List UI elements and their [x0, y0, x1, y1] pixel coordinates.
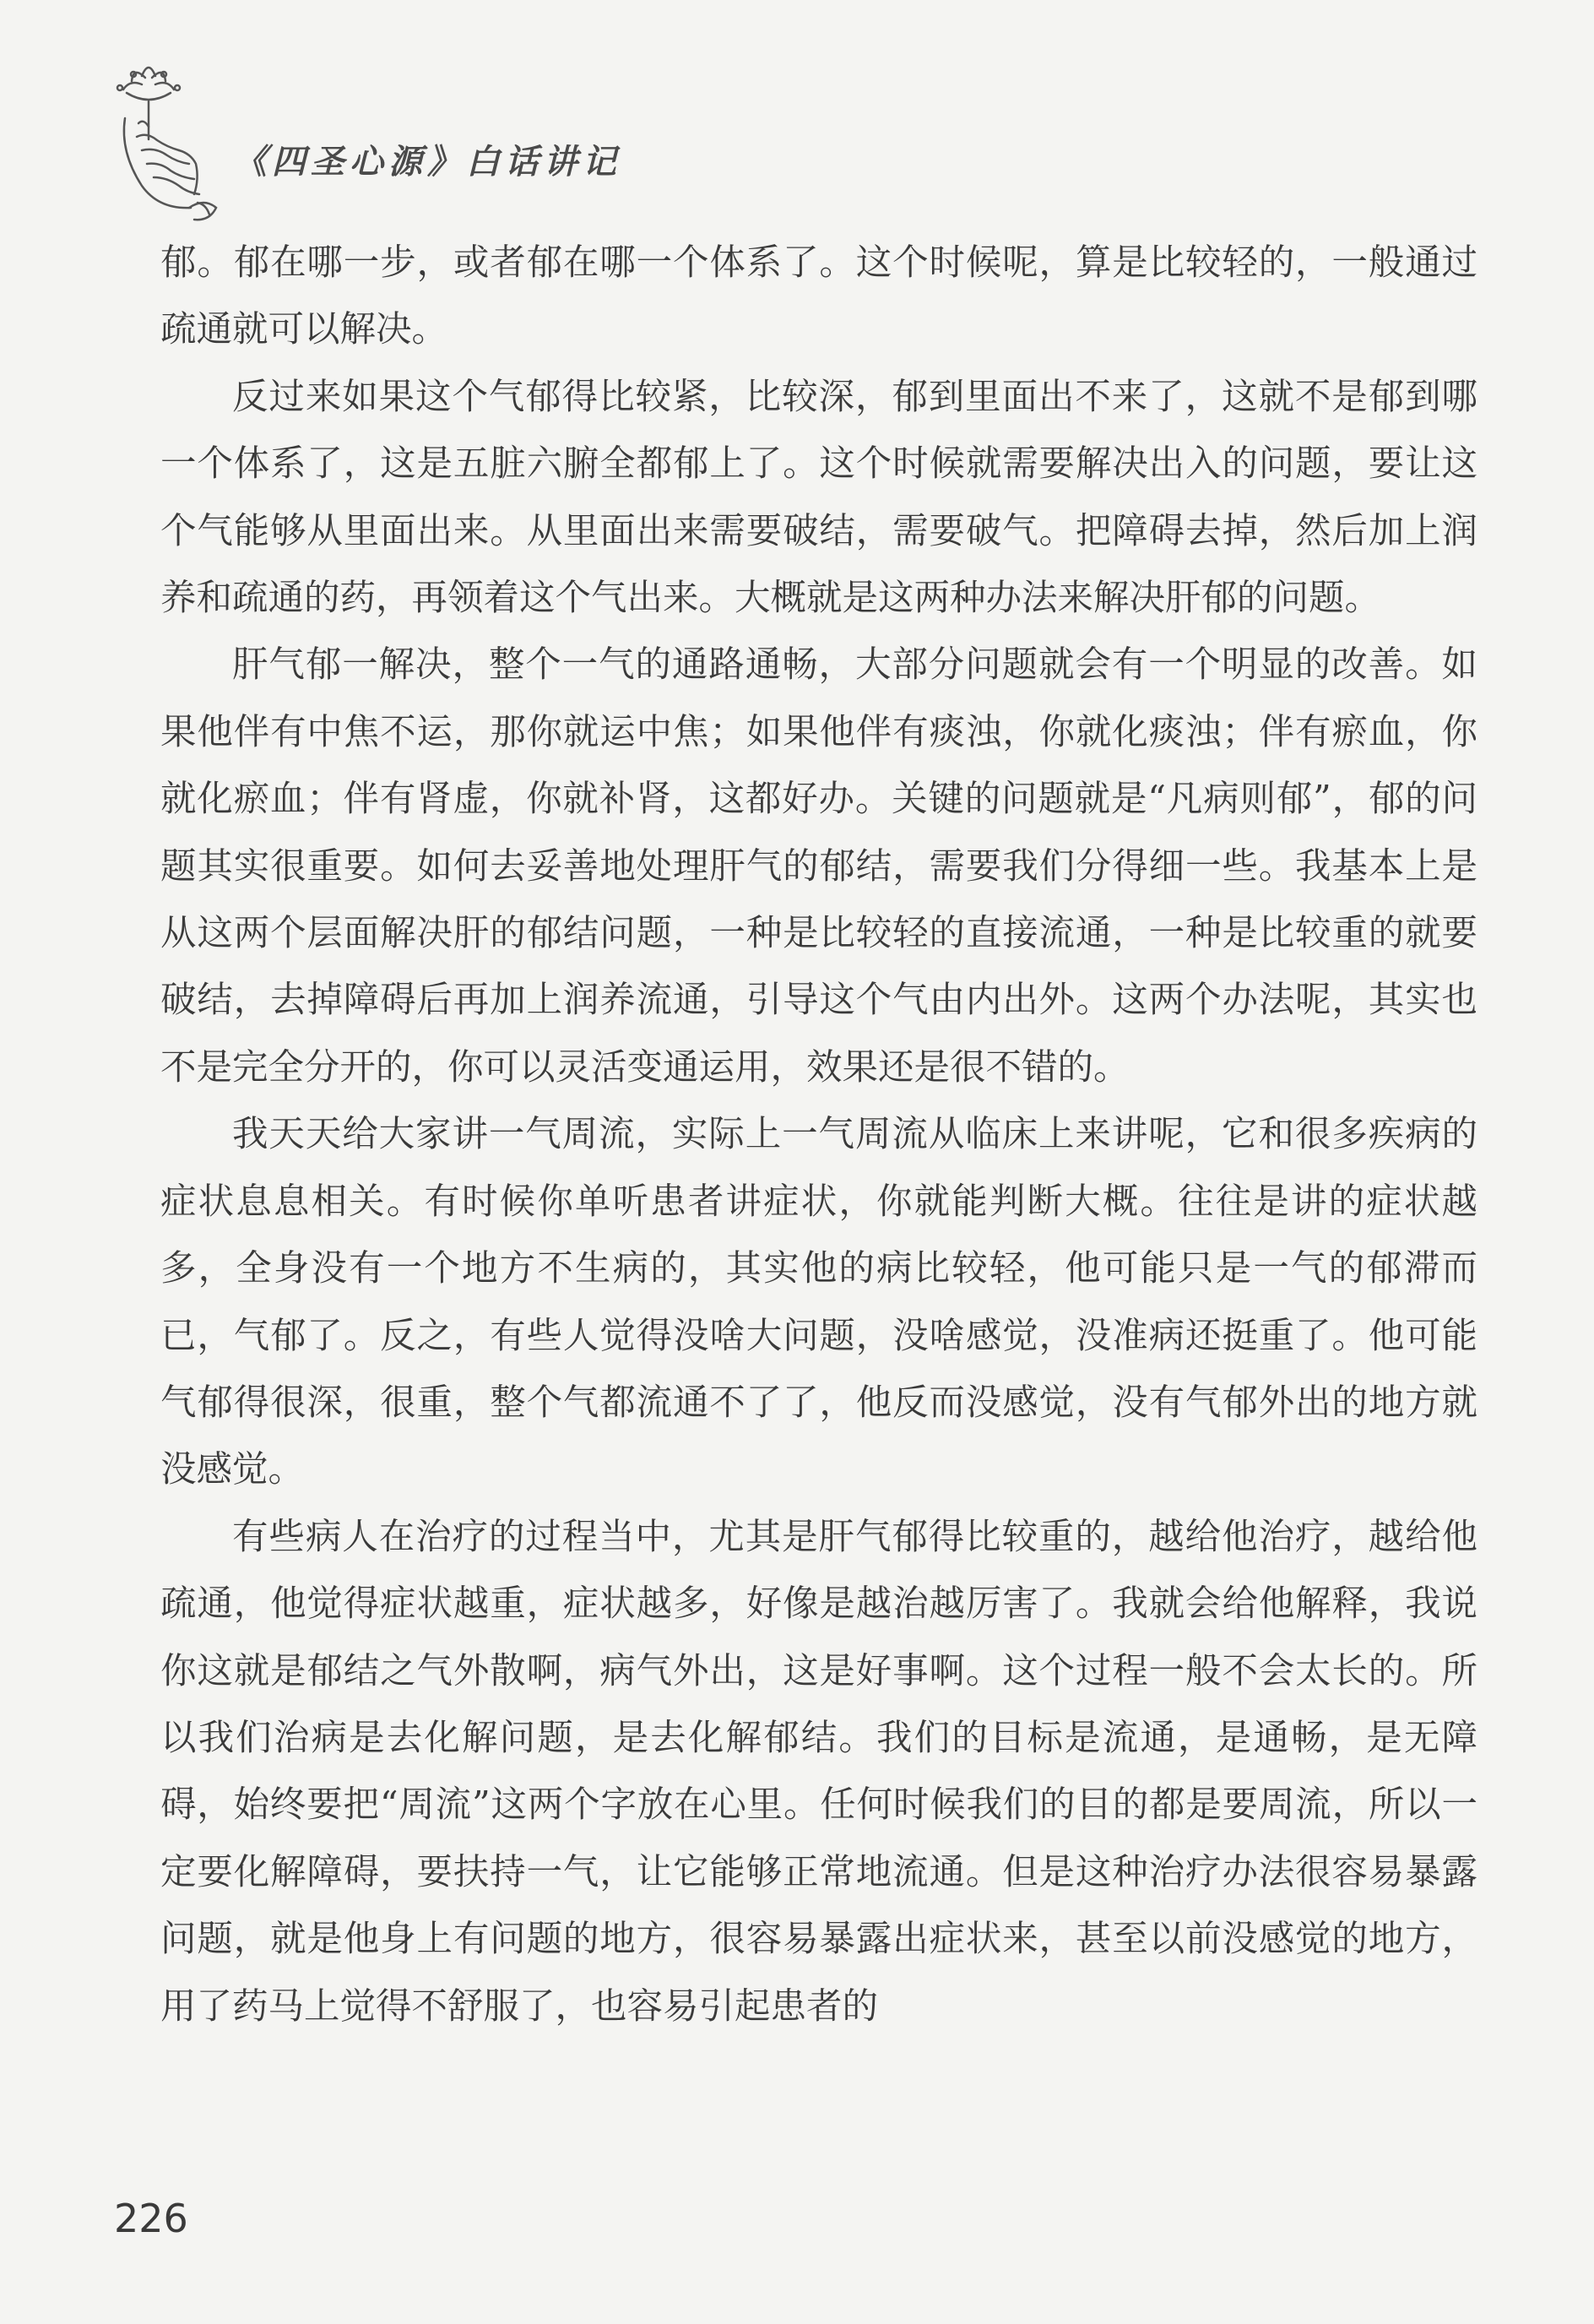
paragraph: 反过来如果这个气郁得比较紧，比较深，郁到里面出不来了，这就不是郁到哪一个体系了，这是五脏六腑全都郁上了。这个时候就需要解决出入的问题，要让这个气能够从里面出来。从里面出来需要破结，需要破气。把障碍去掉，然后加上润养和疏通的药，再领着这个气出来。大概就是这两种办法来解决肝郁的问题。: [160, 376, 1477, 620]
lotus-hand-icon: [108, 59, 243, 228]
paragraph: 有些病人在治疗的过程当中，尤其是肝气郁得比较重的，越给他治疗，越给他疏通，他觉得症状越重，症状越多，好像是越治越厉害了。我就会给他解释，我说你这就是郁结之气外散啊，病气外出，这是好事啊。这个过程一般不会太长的。所以我们治病是去化解问题，是去化解郁结。我们的目标是流通，是通畅，是无障碍，始终要把“周流”这两个字放在心里。任何时候我们的目的都是要周流，所以一定要化解障碍，要扶持一气，让它能够正常地流通。但是这种治疗办法很容易暴露问题，就是他身上有问题的地方，很容易暴露出症状来，甚至以前没感觉的地方，用了药马上觉得不舒服了，也容易引起患者的: [160, 1516, 1477, 2028]
book-title: 《四圣心源》白话讲记: [233, 143, 621, 182]
paragraph: 郁。郁在哪一步，或者郁在哪一个体系了。这个时候呢，算是比较轻的，一般通过疏通就可以解决。: [160, 242, 1477, 351]
paragraph: 肝气郁一解决，整个一气的通路通畅，大部分问题就会有一个明显的改善。如果他伴有中焦不运，那你就运中焦；如果他伴有痰浊，你就化痰浊；伴有瘀血，你就化瘀血；伴有肾虚，你就补肾，这都好办。关键的问题就是“凡病则郁”，郁的问题其实很重要。如何去妥善地处理肝气的郁结，需要我们分得细一些。我基本上是从这两个层面解决肝的郁结问题，一种是比较轻的直接流通，一种是比较重的就要破结，去掉障碍后再加上润养流通，引导这个气由内出外。这两个办法呢，其实也不是完全分开的，你可以灵活变通运用，效果还是很不错的。: [160, 644, 1477, 1089]
paragraph: 我天天给大家讲一气周流，实际上一气周流从临床上来讲呢，它和很多疾病的症状息息相关。有时候你单听患者讲症状，你就能判断大概。往往是讲的症状越多，全身没有一个地方不生病的，其实他的病比较轻，他可能只是一气的郁滞而已，气郁了。反之，有些人觉得没啥大问题，没啥感觉，没准病还挺重了。他可能气郁得很深，很重，整个气都流通不了了，他反而没感觉，没有气郁外出的地方就没感觉。: [160, 1114, 1477, 1491]
running-header: [108, 59, 783, 228]
body-text: [160, 230, 1477, 2040]
page-number: 226: [114, 2196, 188, 2241]
